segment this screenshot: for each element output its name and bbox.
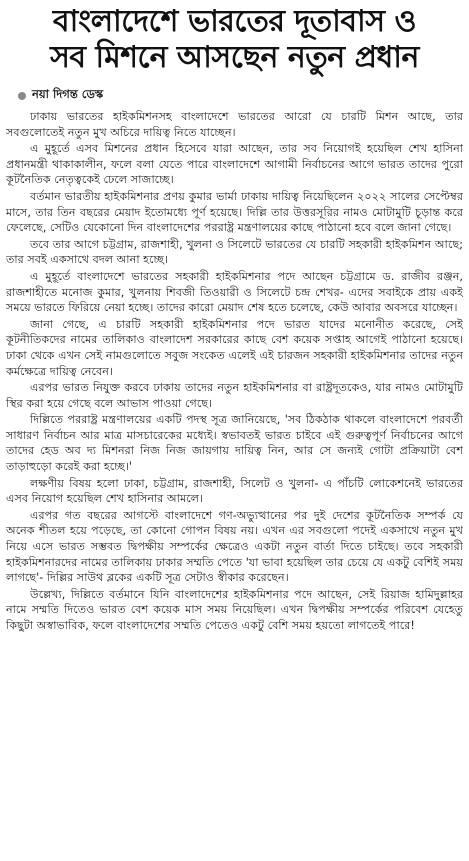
- headline-line: বাংলাদেশে ভারতের দূতাবাস ও: [52, 4, 417, 39]
- paragraph: ঢাকায় ভারতের হাইকমিশনসহ বাংলাদেশে ভারতের আরো যে চারটি মিশন আছে, তার সবগুলোতেই নতুন মুখ অচিরে দায়িত্ব নিতে যাচ্ছেন।: [6, 110, 463, 139]
- paragraph: এরপর গত বছরের আগস্টে বাংলাদেশে গণ-অভ্যুত্থানের পর দুই দেশের কূটনৈতিক সম্পর্ক যে অনেক শীতল হয়ে পড়েছে, তা কোনো গোপন বিষয় নয়। এখন এর সবগুলো পদেই একসাথে নতুন মুখ নিয়ে এসে ভারত সম্ভবত দ্বিপক্ষীয় সম্পর্কের ক্ষেত্রেও একটা নতুন বার্তা দিতে চাইছে। তবে সহকারী হাইকমিশনারদের নামের তালিকায় ঢাকার সম্মতি পেতে 'যা ভাবা হয়েছিল তার চেয়ে যে একটু বেশিই সময় লাগছে'- দিল্লির সাউথ ব্লকের একটি সূত্র সেটাও স্বীকার করেছেন।: [6, 508, 463, 585]
- headline: [6, 4, 463, 76]
- byline: [18, 86, 463, 105]
- paragraph: তবে তার আগে চট্টগ্রাম, রাজশাহী, খুলনা ও সিলেটে ভারতের যে চারটি সহকারী হাইকমিশন আছে; তার সবই একসাথে বদল আনা হচ্ছে।: [6, 237, 463, 267]
- article-body: [6, 109, 463, 634]
- headline-line: সব মিশনে আসছেন নতুন প্রধান: [50, 40, 419, 75]
- paragraph: দিল্লিতে পররাষ্ট্র মন্ত্রণালয়ের একটি পদস্থ সূত্র জানিয়েছে, 'সব ঠিকঠাক থাকলে বাংলাদেশে পরবর্তী সাধারণ নির্বাচন আর মাত্র মাসচারেকের মধ্যেই। স্বভাবতই ভারত চাইবে এই গুরুত্বপূর্ণ নির্বাচনের আগে তাদের হেড অব দ্য মিশনরা নিজ নিজ জায়গায় দায়িত্ব নিন, আর সে জন্যই গোটা প্রক্রিয়াটা বেশ তাড়াহুড়ো করেই করা হচ্ছে।': [6, 413, 463, 474]
- paragraph: লক্ষণীয় বিষয় হলো ঢাকা, চট্টগ্রাম, রাজশাহী, সিলেট ও খুলনা- এ পাঁচটি লোকেশনেই ভারতের এসব নিয়োগ হয়েছিল শেখ হাসিনার আমলে।: [6, 476, 463, 506]
- paragraph: উল্লেখ্য, দিল্লিতে বর্তমানে যিনি বাংলাদেশের হাইকমিশনার পদে আছেন, সেই রিয়াজ হামিদুল্লাহর নামে সম্মতি দিতেও ভারত বেশ কয়েক মাস সময় নিয়েছিল। এখন দ্বিপক্ষীয় সম্পর্কের পরিবেশ যেহেতু কিছুটা অস্বাভাবিক, ফলে বাংলাদেশের সম্মতি পেতেও একটু বেশি সময় হয়তো লাগতেই পারে!: [6, 587, 463, 632]
- paragraph: এরপর ভারত নিযুক্ত করবে ঢাকায় তাদের নতুন হাইকমিশনার বা রাষ্ট্রদূতকেও, যার নামও মোটামুটি স্থির করা হয়ে গেছে বলে আভাস পাওয়া গেছে।: [6, 381, 463, 410]
- byline-text: নয়া দিগন্ত ডেস্ক: [32, 87, 104, 101]
- paragraph: এ মুহূর্তে বাংলাদেশে ভারতের সহকারী হাইকমিশনার পদে আছেন চট্টগ্রামে ড. রাজীব রঞ্জন, রাজশাহীতে মনোজ কুমার, খুলনায় শিবজী তিওয়ারী ও সিলেটে চন্দ্র শেখর- এদের সবাইকে প্রায় একই সময়ে ভারতে ফিরিয়ে নেয়া হচ্ছে। তাদের কারো মেয়াদ শেষ হতে চলেছে, কেউ আবার অবসরে যাচ্ছেন।: [6, 269, 463, 315]
- bullet-icon: [18, 92, 26, 100]
- paragraph: জানা গেছে, এ চারটি সহকারী হাইকমিশনার পদে ভারত যাদের মনোনীত করেছে, সেই কূটনীতিকদের নামের তালিকাও বাংলাদেশ সরকারের কাছে বেশ কয়েক সপ্তাহ আগেই পাঠানো হয়েছে। ঢাকা থেকে এখন সেই নামগুলোতে সবুজ সংকেত এলেই এই চারজন সহকারী হাইকমিশনার তাদের নতুন কর্মক্ষেত্রে দায়িত্ব নেবেন।: [6, 317, 463, 378]
- paragraph: বর্তমান ভারতীয় হাইকমিশনার প্রণয় কুমার ভার্মা ঢাকায় দায়িত্ব নিয়েছিলেন ২০২২ সালের সেপ্টেম্বর মাসে, তার তিন বছরের মেয়াদ ইতোমধ্যে পূর্ণ হয়েছে। দিল্লি তার উত্তরসূরির নামও মোটামুটি চূড়ান্ত করে ফেলেছে, সেটিও যেকোনো দিন বাংলাদেশের পররাষ্ট্র মন্ত্রণালয়ের কাছে পাঠানো হবে বলে জানা গেছে।: [6, 189, 463, 235]
- paragraph: এ মুহূর্তে এসব মিশনের প্রধান হিসেবে যারা আছেন, তার সব নিয়োগই হয়েছিল শেখ হাসিনা প্রধানমন্ত্রী থাকাকালীন, ফলে বলা যেতে পারে বাংলাদেশে আগামী নির্বাচনের আগে ভারত তাদের পুরো কূটনৈতিক নেতৃত্বকেই ঢেলে সাজাচ্ছে।: [6, 142, 463, 187]
